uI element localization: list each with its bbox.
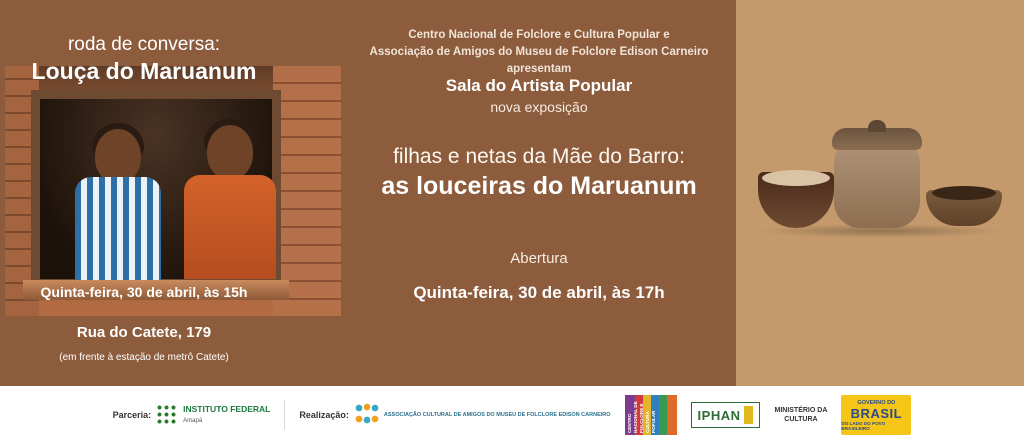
cnfcp-text: CENTRO NACIONAL DE FOLCLORE E CULTURA POPULAR [626, 401, 656, 433]
cnfcp-logo [625, 395, 677, 435]
governo-line-2: BRASIL [850, 405, 903, 421]
partnership-group [113, 404, 271, 426]
instituto-federal-logo [183, 404, 270, 426]
opening-date: Quinta-feira, 30 de abril, às 17h [413, 283, 665, 302]
footer-logo-strip [0, 386, 1024, 444]
iphan-bar-icon [744, 406, 753, 424]
pottery-jar [834, 142, 920, 228]
event-title: Louça do Maruanum [31, 58, 257, 84]
opening-label: Abertura [510, 250, 568, 267]
event-address-note: (em frente à estação de metrô Catete) [59, 352, 229, 363]
photo-two-women-at-window [5, 66, 341, 316]
pottery-bowl-right-rim [932, 186, 996, 200]
logos-row [0, 386, 1024, 444]
associacao-amigos-logo [354, 403, 611, 427]
realization-label: Realização: [299, 410, 349, 420]
photo-person-left-head [95, 129, 141, 183]
people-icon [354, 403, 380, 427]
logo-divider-1 [284, 400, 285, 430]
presenters-line-1: Centro Nacional de Folclore e Cultura Popular e [408, 29, 670, 41]
governo-line-3: DO LADO DO POVO BRASILEIRO [841, 420, 886, 431]
photo-person-right-shirt [184, 175, 276, 279]
exhibition-title-line-1: filhas e netas da Mãe do Barro: [393, 145, 685, 168]
photo-person-right-head [207, 125, 253, 179]
event-address: Rua do Catete, 179 [76, 324, 212, 341]
program-subtitle: nova exposição [490, 99, 588, 115]
exhibition-title-line-2: as louceiras do Maruanum [381, 172, 697, 200]
presenters-line-2: Associação de Amigos do Museu de Folclore Edison Carneiro apresentam [369, 46, 709, 75]
instituto-federal-campus: Amapá [183, 418, 203, 424]
pottery-jar-knob [868, 120, 886, 132]
center-text-block [342, 0, 736, 386]
associacao-amigos-text: ASSOCIAÇÃO CULTURAL DE AMIGOS DO MUSEU DE FOLCLORE EDISON CARNEIRO [383, 411, 611, 418]
event-date: Quinta-feira, 30 de abril, às 15h [40, 284, 248, 300]
photo-person-left-shirt [75, 177, 161, 281]
iphan-logo [691, 402, 761, 428]
instituto-federal-name: INSTITUTO FEDERAL [183, 404, 271, 414]
ministerio-line-2: CULTURA [784, 416, 818, 423]
photo-person-right [178, 125, 282, 279]
event-kicker: roda de conversa: [67, 34, 221, 55]
pottery-illustration [736, 120, 1024, 270]
governo-do-brasil-logo [841, 395, 911, 435]
iphan-text: IPHAN [697, 407, 741, 423]
partnership-label: Parceria: [112, 410, 152, 420]
instituto-federal-icon [156, 404, 178, 426]
pottery-bowl-left-rim [762, 170, 830, 186]
photo-window-frame [31, 90, 281, 288]
ministerio-line-1: MINISTÉRIO DA [774, 407, 828, 414]
presenters [342, 27, 736, 78]
governo-line-1: GOVERNO DO [857, 399, 896, 406]
photo-bricks-right [273, 66, 341, 316]
photo-person-left [70, 129, 166, 279]
program-name: Sala do Artista Popular [445, 76, 633, 95]
ministerio-da-cultura-logo [774, 406, 827, 424]
realization-group [299, 403, 610, 427]
